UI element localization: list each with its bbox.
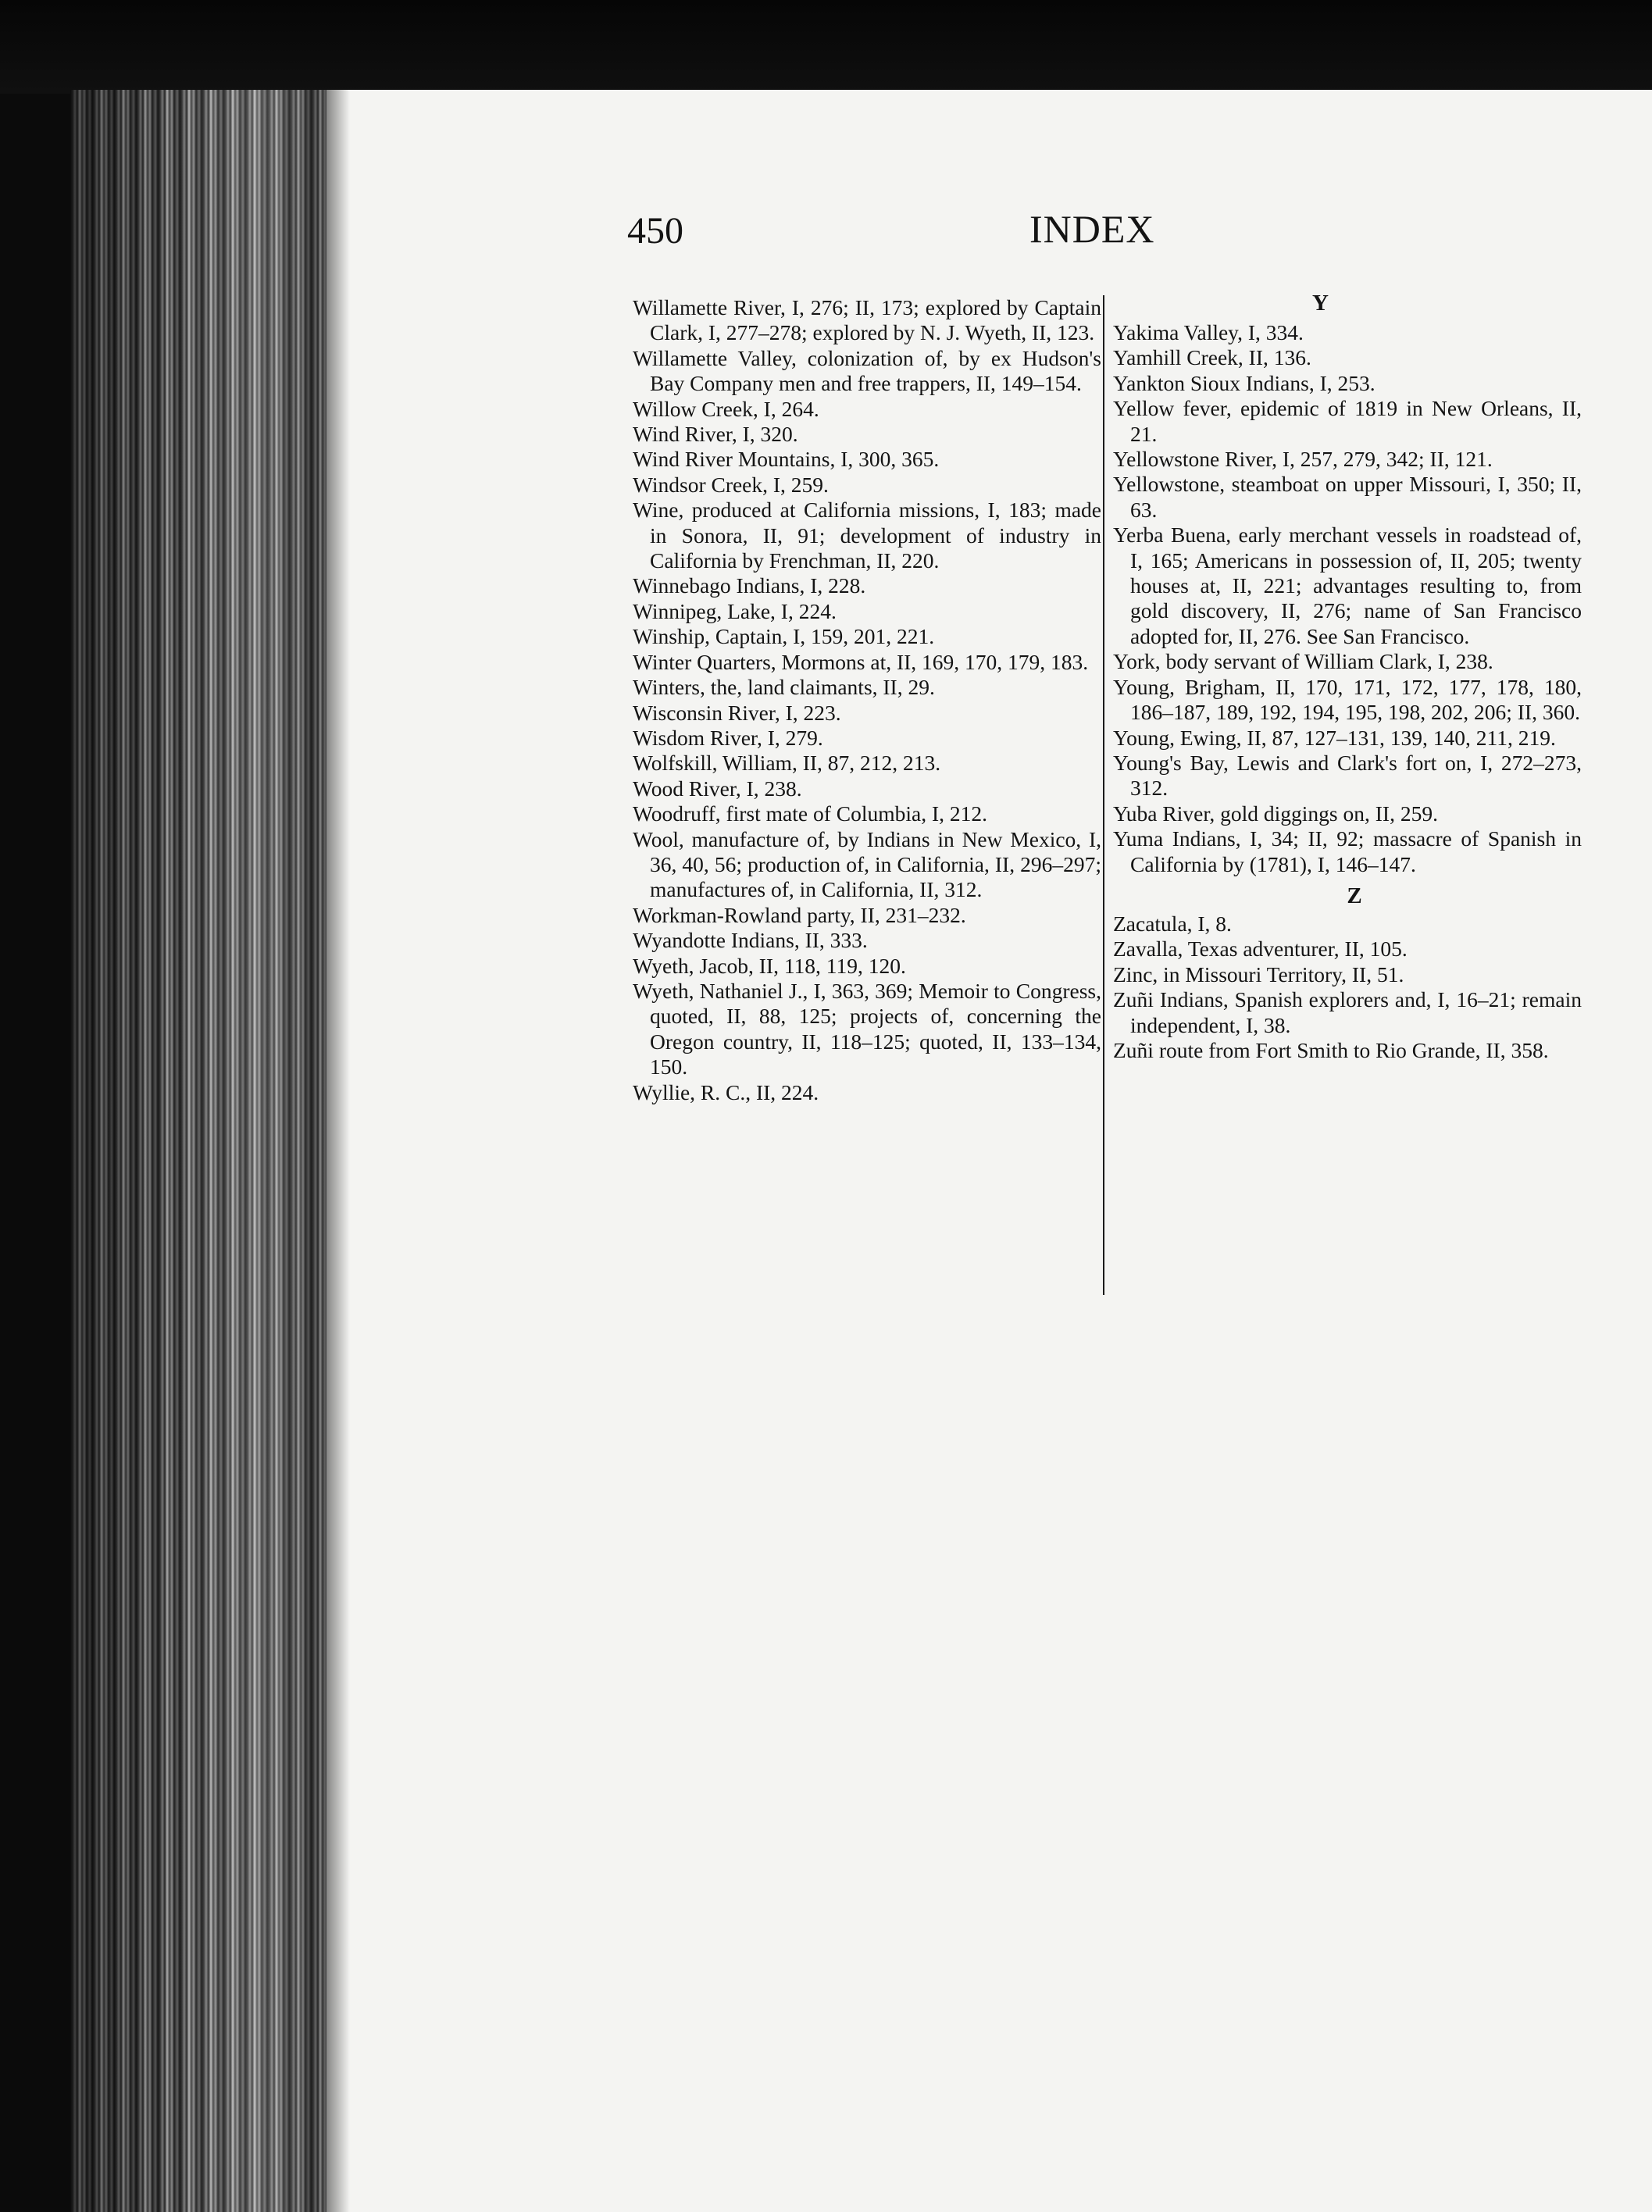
index-entry: Wine, produced at California missions, I, 183; made in Sonora, II, 91; development of industry in California by Frenchman, II, 220. (633, 498, 1101, 573)
index-entry: Wyeth, Nathaniel J., I, 363, 369; Memoir to Congress, quoted, II, 88, 125; projects of, concerning the Oregon country, II, 118–125; quoted, II, 133–134, 150. (633, 978, 1101, 1079)
index-column-right (1113, 320, 1582, 1063)
index-entry: Wind River Mountains, I, 300, 365. (633, 447, 940, 472)
index-entry: Yuma Indians, I, 34; II, 92; massacre of Spanish in California by (1781), I, 146–147. (1113, 826, 1582, 876)
index-entry: Yellow fever, epidemic of 1819 in New Orleans, II, 21. (1113, 396, 1582, 446)
page-gutter-shadow (326, 90, 350, 2212)
index-entry: Wind River, I, 320. (633, 422, 798, 447)
index-entry: Winter Quarters, Mormons at, II, 169, 170, 179, 183. (633, 649, 1089, 674)
background-dark-top (0, 0, 1652, 94)
index-entry: Young, Brigham, II, 170, 171, 172, 177, 178, 180, 186–187, 189, 192, 194, 195, 198, 202, 206; II, 360. (1113, 674, 1582, 725)
index-entry: Yankton Sioux Indians, I, 253. (1113, 370, 1375, 395)
index-column-left (633, 295, 1101, 1105)
index-entry: Wood River, I, 238. (633, 776, 802, 801)
book-page-edges-shade (70, 90, 328, 2212)
index-entry: Wyllie, R. C., II, 224. (633, 1079, 819, 1104)
index-entry: Workman-Rowland party, II, 231–232. (633, 902, 966, 927)
index-entry: Yakima Valley, I, 334. (1113, 320, 1304, 344)
index-entry: Wolfskill, William, II, 87, 212, 213. (633, 751, 941, 776)
index-entry: Willamette River, I, 276; II, 173; explored by Captain Clark, I, 277–278; explored by N. J. Wyeth, II, 123. (633, 295, 1101, 345)
column-divider (1103, 295, 1104, 1295)
index-entry: Willow Creek, I, 264. (633, 396, 819, 421)
index-entry: Winters, the, land claimants, II, 29. (633, 675, 935, 700)
index-entry: Young, Ewing, II, 87, 127–131, 139, 140, 211, 219. (1113, 725, 1556, 750)
index-entry: Zacatula, I, 8. (1113, 911, 1232, 936)
section-letter-y: Y (1312, 291, 1329, 316)
index-entry: Yerba Buena, early merchant vessels in roadstead of, I, 165; Americans in possession of, II, 205; twenty houses at, II, 221; advantages resulting to, from gold discovery, II, 276; name of San Francisco adopted for, II, 276. See San Francisco. (1113, 523, 1582, 648)
index-entry: Winship, Captain, I, 159, 201, 221. (633, 624, 935, 649)
index-entry: Wisconsin River, I, 223. (633, 700, 841, 725)
index-entry: Wyandotte Indians, II, 333. (633, 928, 868, 953)
section-letter-z: Z (1347, 883, 1362, 908)
page-number: 450 (627, 210, 683, 252)
index-entry: Woodruff, first mate of Columbia, I, 212. (633, 801, 988, 826)
index-entry: Yellowstone, steamboat on upper Missouri, I, 350; II, 63. (1113, 472, 1582, 522)
index-entry: Windsor Creek, I, 259. (633, 472, 829, 497)
index-entry: Yuba River, gold diggings on, II, 259. (1113, 801, 1438, 826)
index-entry: Wool, manufacture of, by Indians in New Mexico, I, 36, 40, 56; production of, in California, II, 296–297; manufactures of, in California, II, 312. (633, 826, 1101, 902)
index-entry: Zavalla, Texas adventurer, II, 105. (1113, 937, 1408, 962)
index-entry: Yamhill Creek, II, 136. (1113, 345, 1311, 370)
index-entry: Wyeth, Jacob, II, 118, 119, 120. (633, 953, 906, 978)
index-entry: York, body servant of William Clark, I, 238. (1113, 649, 1493, 674)
index-entry: Winnipeg, Lake, I, 224. (633, 598, 837, 623)
index-entry: Zinc, in Missouri Territory, II, 51. (1113, 962, 1404, 986)
index-entry: Winnebago Indians, I, 228. (633, 573, 866, 598)
index-entry: Wisdom River, I, 279. (633, 725, 823, 750)
index-entry: Zuñi Indians, Spanish explorers and, I, 16–21; remain independent, I, 38. (1113, 987, 1582, 1037)
page-title: INDEX (1029, 207, 1155, 251)
index-entry: Willamette Valley, colonization of, by ex Hudson's Bay Company men and free trappers, II, 149–154. (633, 345, 1101, 396)
index-entry: Zuñi route from Fort Smith to Rio Grande, II, 358. (1113, 1037, 1549, 1062)
index-entry: Young's Bay, Lewis and Clark's fort on, I, 272–273, 312. (1113, 750, 1582, 801)
index-entry: Yellowstone River, I, 257, 279, 342; II, 121. (1113, 447, 1493, 472)
